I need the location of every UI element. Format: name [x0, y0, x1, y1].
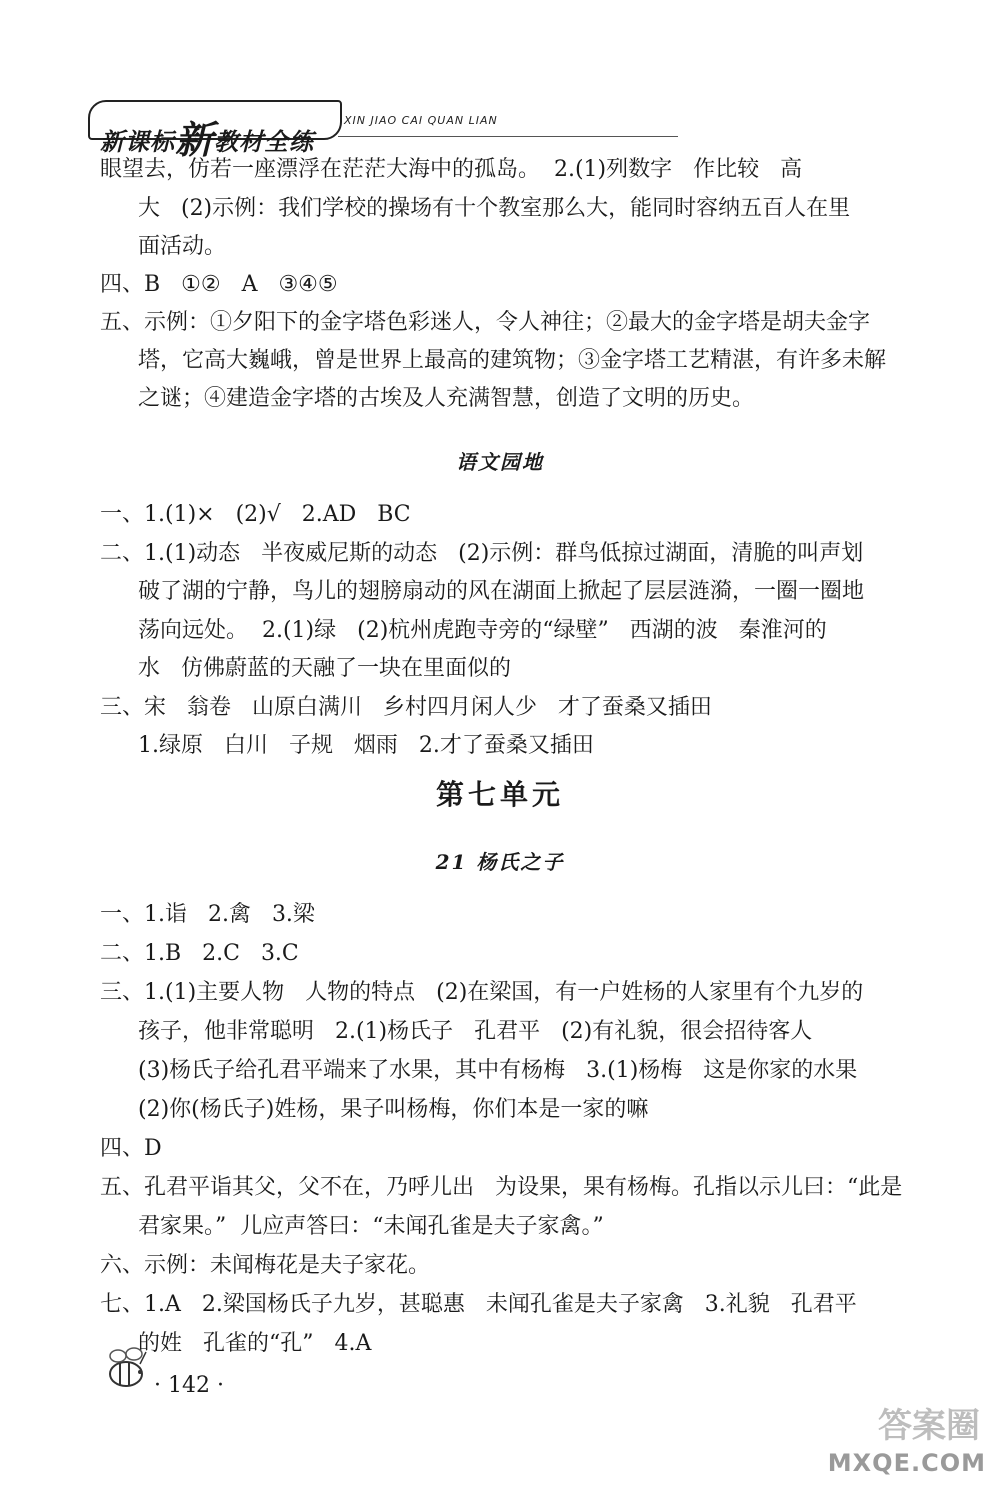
text-line: (2)你(杨氏子)姓杨，果子叫杨梅，你们本是一家的嘛 [138, 1097, 649, 1122]
text-line: 塔，它高大巍峨，曾是世界上最高的建筑物；③金字塔工艺精湛，有许多未解 [138, 348, 887, 373]
bee-mascot-icon [96, 1338, 156, 1398]
text-line: 大 (2)示例：我们学校的操场有十个教室那么大，能同时容纳五百人在里 [138, 196, 851, 221]
section-title: 语文园地 [456, 450, 544, 474]
logo-big-char: 新 [175, 118, 215, 162]
logo-part2: 教材全练 [214, 128, 315, 156]
text-line: 一、1.诣 2.禽 3.梁 [100, 902, 315, 927]
text-line: 七、1.A 2.梁国杨氏子九岁，甚聪惠 未闻孔雀是夫子家禽 3.礼貌 孔君平 [100, 1292, 857, 1317]
page-header [88, 96, 648, 162]
logo-part1: 新课标 [100, 128, 175, 156]
text-line: 君家果。” 儿应声答曰：“未闻孔雀是夫子家禽。” [138, 1214, 604, 1239]
text-line: 之谜；④建造金字塔的古埃及人充满智慧，创造了文明的历史。 [138, 386, 755, 411]
text-line: 五、孔君平诣其父，父不在，乃呼儿出 为设果，果有杨梅。孔指以示儿曰：“此是 [100, 1175, 903, 1200]
series-logo [88, 100, 342, 162]
text-line: 四、B ①② A ③④⑤ [100, 272, 338, 297]
unit-title: 第七单元 [435, 778, 564, 811]
text-line: 的姓 孔雀的“孔” 4.A [138, 1331, 372, 1356]
text-line: 五、示例：①夕阳下的金字塔色彩迷人，令人神往；②最大的金字塔是胡夫金字 [100, 310, 871, 335]
text-line: 二、1.B 2.C 3.C [100, 941, 299, 966]
text-line: 三、宋 翁卷 山原白满川 乡村四月闲人少 才了蚕桑又插田 [100, 695, 712, 720]
watermark-site: MXQE.COM [827, 1449, 986, 1477]
text-line: 荡向远处。 2.(1)绿 (2)杭州虎跑寺旁的“绿壁” 西湖的波 秦淮河的 [138, 618, 827, 643]
text-line: 一、1.(1)× (2)√ 2.AD BC [100, 502, 411, 527]
text-line: 孩子，他非常聪明 2.(1)杨氏子 孔君平 (2)有礼貌，很会招待客人 [138, 1019, 813, 1044]
text-line: 三、1.(1)主要人物 人物的特点 (2)在梁国，有一户姓杨的人家里有个九岁的 [100, 980, 864, 1005]
lesson-title: 21 杨氏之子 [435, 850, 565, 874]
text-line: 破了湖的宁静，鸟儿的翅膀扇动的风在湖面上掀起了层层涟漪，一圈一圈地 [138, 579, 865, 604]
text-line: 六、示例：未闻梅花是夫子家花。 [100, 1253, 431, 1278]
text-line: 四、D [100, 1136, 162, 1161]
text-line: 眼望去，仿若一座漂浮在茫茫大海中的孤岛。 2.(1)列数字 作比较 高 [100, 157, 803, 182]
page-number: · 142 · [154, 1373, 224, 1398]
header-rule [338, 136, 678, 137]
logo-pinyin: XIN JIAO CAI QUAN LIAN [344, 114, 498, 127]
text-line: 面活动。 [138, 234, 227, 259]
text-line: 1.绿原 白川 子规 烟雨 2.才了蚕桑又插田 [138, 733, 594, 758]
text-line: 二、1.(1)动态 半夜威尼斯的动态 (2)示例：群鸟低掠过湖面，清脆的叫声划 [100, 541, 864, 566]
watermark-logo: 答案圈 [878, 1406, 980, 1446]
text-line: 水 仿佛蔚蓝的天融了一块在里面似的 [138, 656, 511, 681]
text-line: (3)杨氏子给孔君平端来了水果，其中有杨梅 3.(1)杨梅 这是你家的水果 [138, 1058, 858, 1083]
